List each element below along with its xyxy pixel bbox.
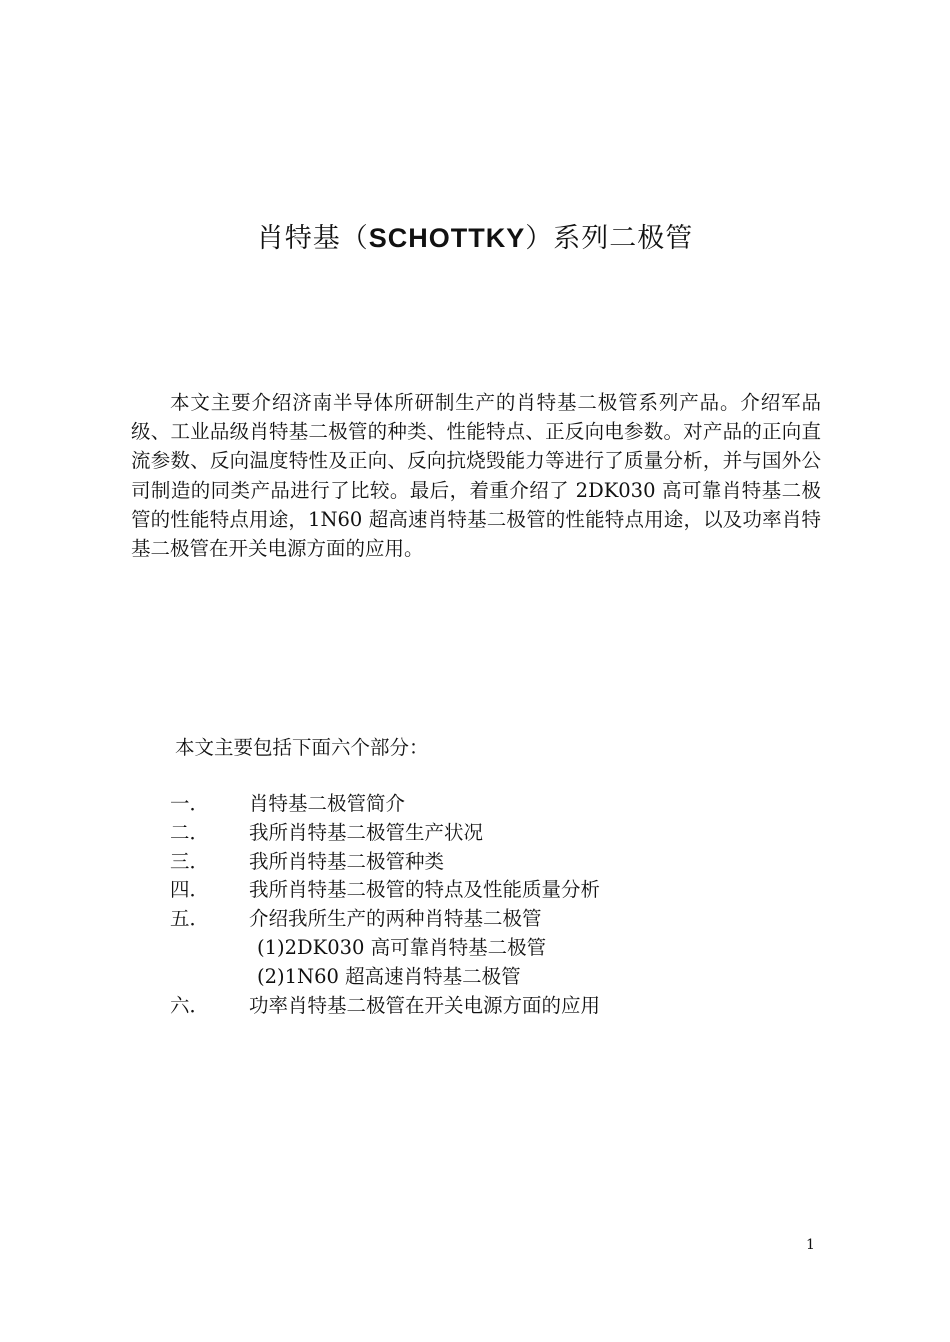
- toc-item-1: [170, 790, 600, 819]
- toc-item-3: [170, 848, 600, 877]
- toc-item-text: 我所肖特基二极管种类: [249, 849, 445, 873]
- toc-item-4: [170, 876, 600, 905]
- toc-item-number: 五．: [170, 907, 210, 931]
- toc-item-text: 我所肖特基二极管生产状况: [249, 820, 484, 844]
- toc-item-text: 功率肖特基二极管在开关电源方面的应用: [249, 993, 601, 1017]
- toc-item-text: 我所肖特基二极管的特点及性能质量分析: [249, 878, 601, 902]
- page-number: 1: [806, 1237, 815, 1253]
- title-suffix: ）系列二极管: [525, 223, 694, 254]
- toc-subitem-1: (1)2DK030 高可靠肖特基二极管: [257, 935, 547, 959]
- toc-item-text: 肖特基二极管简介: [249, 792, 406, 815]
- title-prefix: 肖特基（: [256, 223, 369, 254]
- toc-item-text: 介绍我所生产的两种肖特基二极管: [249, 907, 542, 931]
- page-title: [0, 220, 950, 257]
- toc-item-5: [170, 905, 600, 934]
- toc-item-2: [170, 819, 600, 848]
- table-of-contents: [170, 790, 600, 1020]
- toc-item-number: 六．: [170, 993, 210, 1017]
- toc-item-number: 三．: [170, 849, 210, 873]
- abstract-paragraph: 本文主要介绍济南半导体所研制生产的肖特基二极管系列产品。介绍军品级、工业品级肖特基二极管的种类、性能特点、正反向电参数。对产品的正向直流参数、反向温度特性及正向、反向抗烧毁能力等进行了质量分析，并与国外公司制造的同类产品进行了比较。最后，着重介绍了 2DK030 高可靠肖特基二极管的性能特点用途，1N60 超高速肖特基二极管的性能特点用途，以及功率肖特基二极管在开关电源方面的应用。: [131, 391, 821, 561]
- title-latin: SCHOTTKY: [368, 223, 526, 253]
- toc-item-6: [170, 992, 600, 1021]
- toc-item-number: 二．: [170, 820, 210, 844]
- toc-subitem-2: (2)1N60 超高速肖特基二极管: [257, 964, 521, 988]
- intro-line: 本文主要包括下面六个部分：: [175, 736, 429, 759]
- toc-item-number: 一．: [170, 792, 210, 815]
- toc-item-number: 四．: [170, 878, 210, 902]
